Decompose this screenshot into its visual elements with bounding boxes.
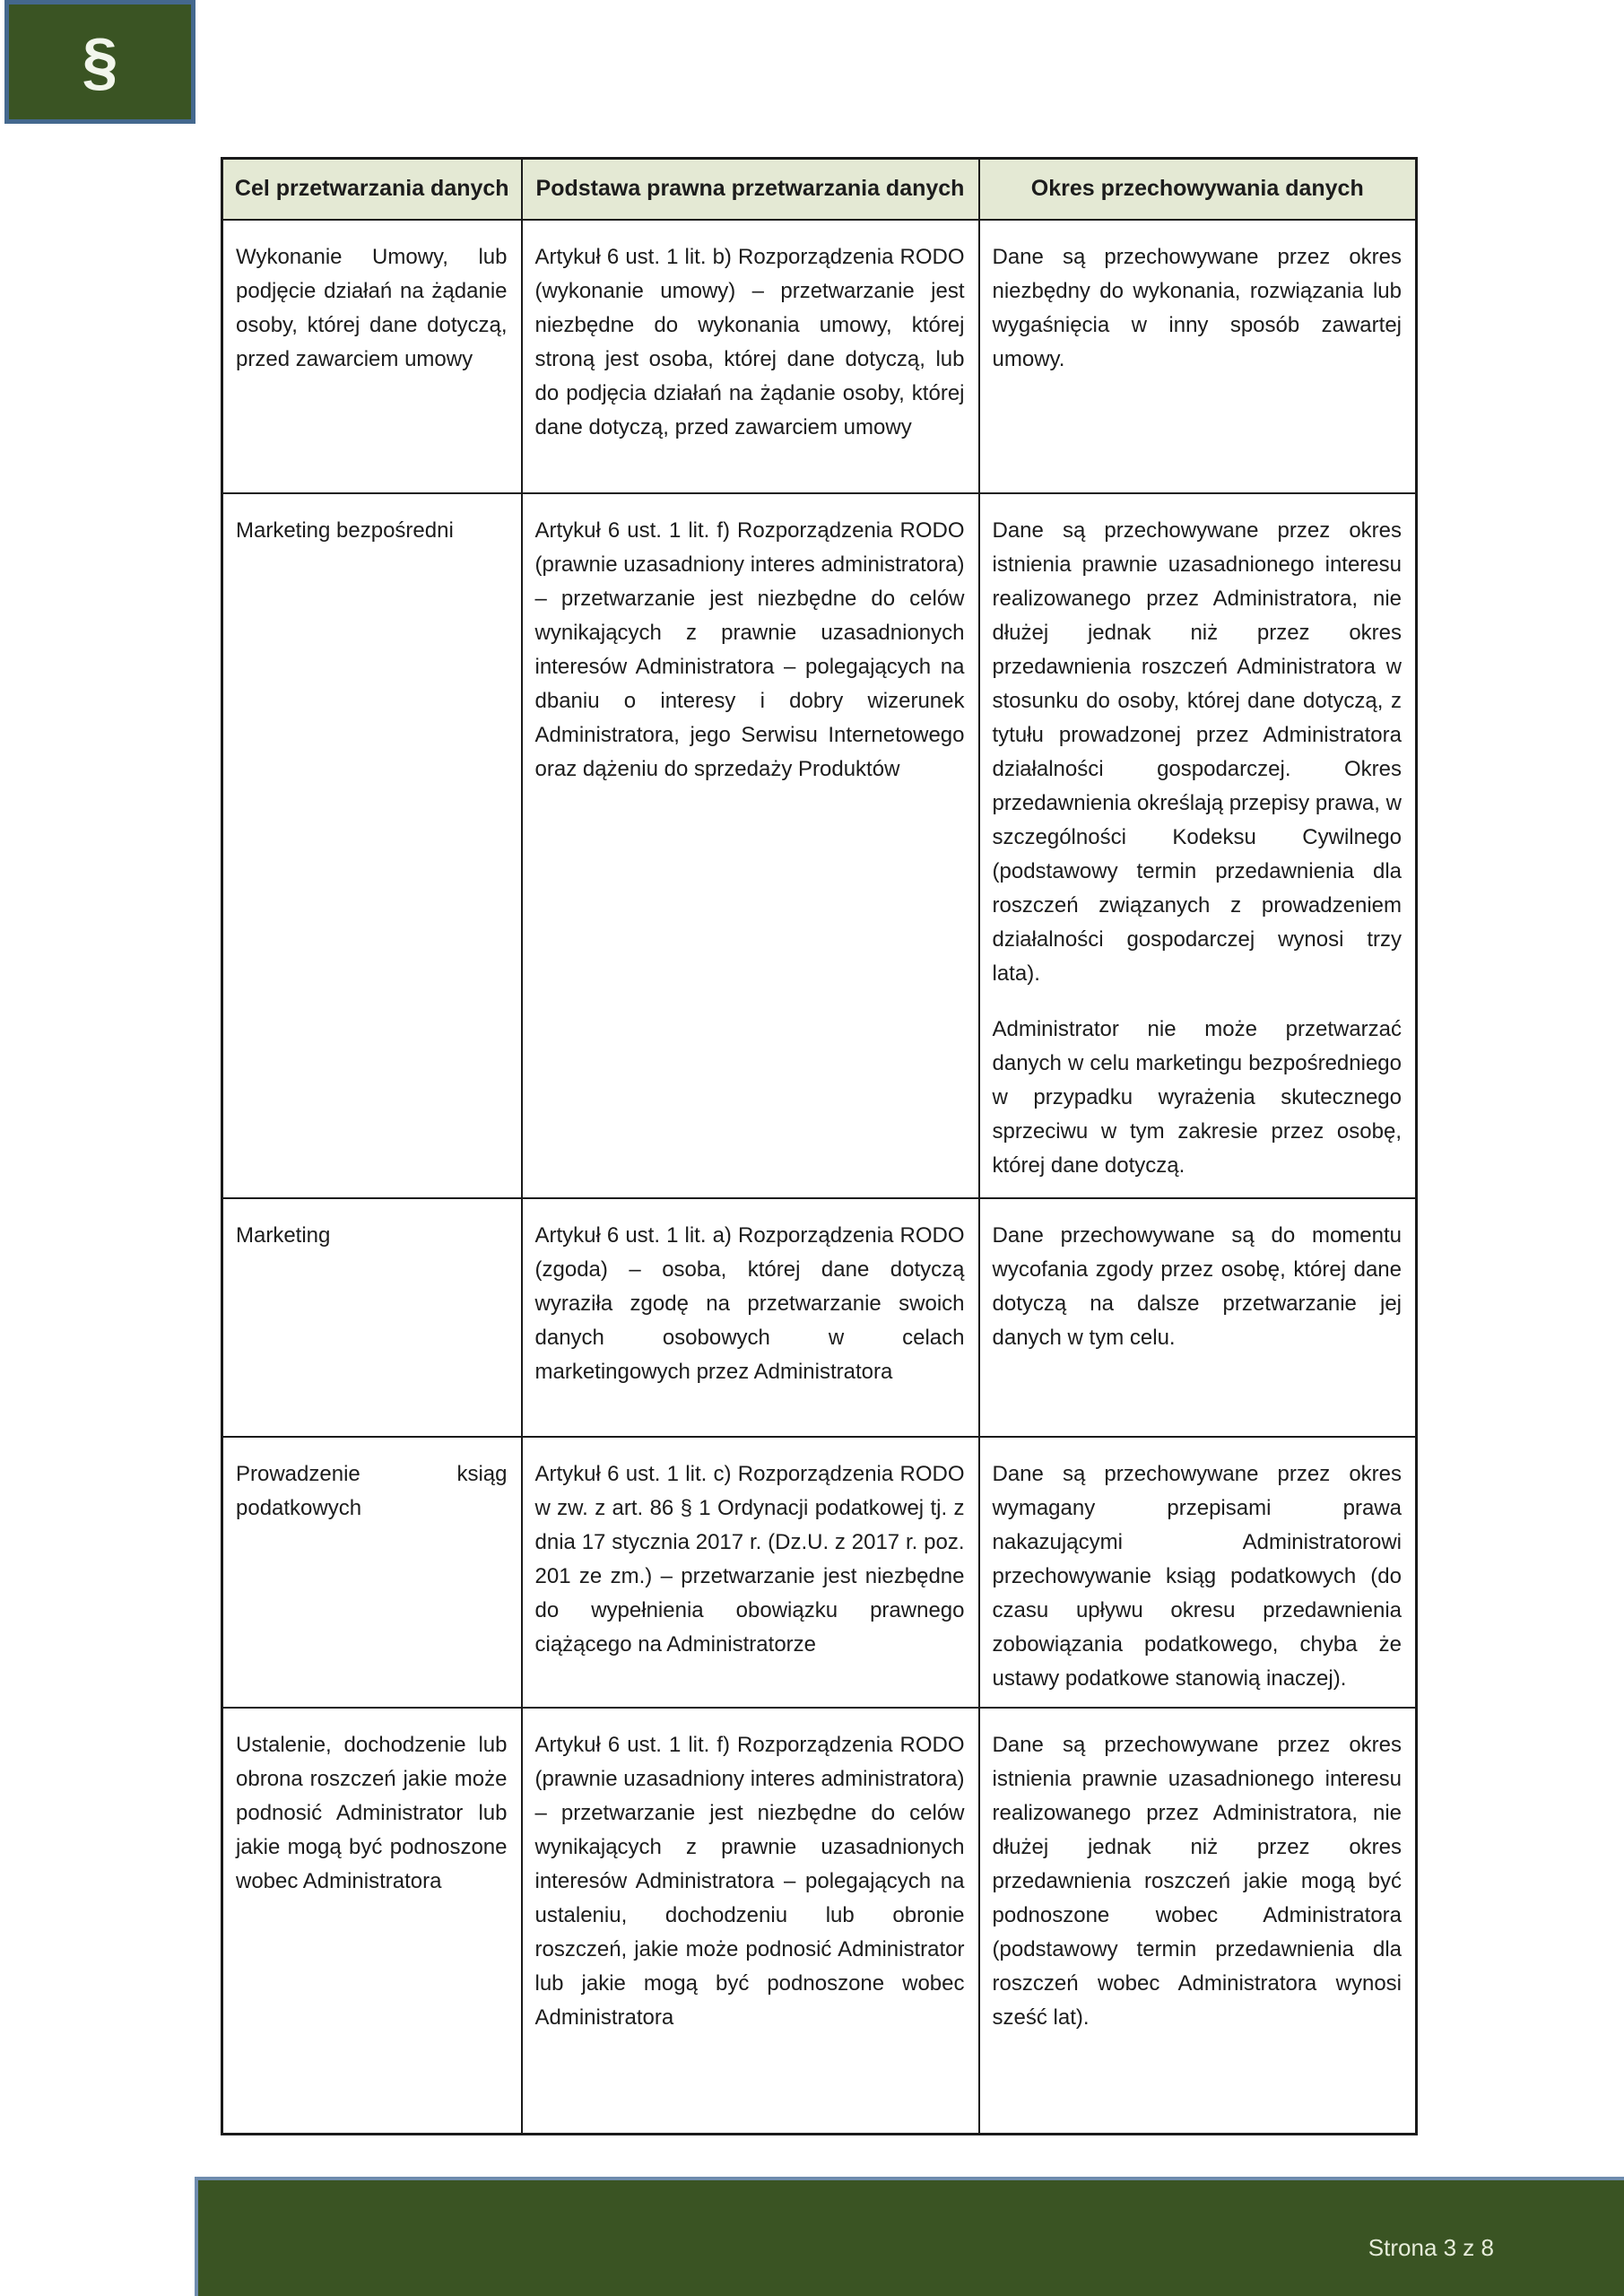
cell-text: Artykuł 6 ust. 1 lit. f) Rozporządzenia RODO (prawnie uzasadniony interes administratora) – przetwarzanie jest niezbędne do celów wynikających z prawnie uzasadnionych interesów Administratora – polegających na dbaniu o interesy i dobry wizerunek Administratora, jego Serwisu Internetowego oraz dążeniu do sprzedaży Produktów — [534, 517, 965, 781]
cell-text: Artykuł 6 ust. 1 lit. f) Rozporządzenia RODO (prawnie uzasadniony interes administratora) – przetwarzanie jest niezbędne do celów wynikających z prawnie uzasadnionych interesów Administratora – polegających na ustaleniu, dochodzeniu lub obronie roszczeń, jakie może podnosić Administrator lub jakie mogą być podnoszone wobec Administratora — [534, 1732, 965, 2030]
cell-purpose — [222, 493, 522, 1198]
cell-text: Marketing — [236, 1222, 331, 1248]
col-header-purpose: Cel przetwarzania danych — [222, 159, 522, 220]
table-row — [222, 1708, 1417, 2135]
cell-retention — [979, 1437, 1417, 1708]
cell-text: Dane przechowywane są do momentu wycofania zgody przez osobę, której dane dotyczą na dalsze przetwarzanie jej danych w tym celu. — [992, 1222, 1402, 1350]
cell-text: Prowadzenie ksiąg podatkowych — [236, 1461, 508, 1520]
cell-retention — [979, 1708, 1417, 2135]
table-header-row — [222, 159, 1417, 220]
cell-text: Artykuł 6 ust. 1 lit. c) Rozporządzenia RODO w zw. z art. 86 § 1 Ordynacji podatkowej tj. z dnia 17 stycznia 2017 r. (Dz.U. z 2017 r. poz. 201 ze zm.) – przetwarzanie jest niezbędne do wypełnienia obowiązku prawnego ciążącego na Administratorze — [534, 1461, 965, 1657]
cell-retention — [979, 220, 1417, 493]
cell-legal-basis — [522, 1198, 979, 1437]
col-header-legal-basis: Podstawa prawna przetwarzania danych — [522, 159, 979, 220]
cell-legal-basis — [522, 1708, 979, 2135]
table-row — [222, 220, 1417, 493]
cell-text: Administrator nie może przetwarzać danych w celu marketingu bezpośredniego w przypadku wyrażenia skutecznego sprzeciwu w tym zakresie przez osobę, której dane dotyczą. — [992, 1016, 1402, 1178]
cell-text: Dane są przechowywane przez okres istnienia prawnie uzasadnionego interesu realizowanego przez Administratora, nie dłużej jednak niż przez okres przedawnienia roszczeń Administratora w stosunku do osoby, której dane dotyczą, z tytułu prowadzonej przez Administratora działalności gospodarczej. Okres przedawnienia określają przepisy prawa, w szczególności Kodeksu Cywilnego (podstawowy termin przedawnienia dla roszczeń związanych z prowadzeniem działalności gospodarczej wynosi trzy lata). — [992, 517, 1402, 986]
cell-purpose — [222, 1437, 522, 1708]
cell-text: Ustalenie, dochodzenie lub obrona roszczeń jakie może podnosić Administrator lub jakie mogą być podnoszone wobec Administratora — [236, 1732, 508, 1893]
cell-legal-basis — [522, 493, 979, 1198]
cell-text: Marketing bezpośredni — [236, 517, 454, 543]
cell-purpose — [222, 1198, 522, 1437]
cell-purpose — [222, 220, 522, 493]
cell-legal-basis — [522, 220, 979, 493]
cell-retention — [979, 493, 1417, 1198]
paragraph-icon: § — [82, 26, 118, 98]
cell-text: Wykonanie Umowy, lub podjęcie działań na żądanie osoby, której dane dotyczą, przed zawarciem umowy — [236, 244, 508, 371]
cell-text: Dane są przechowywane przez okres niezbędny do wykonania, rozwiązania lub wygaśnięcia w inny sposób zawartej umowy. — [992, 244, 1402, 371]
page-number: Strona 3 z 8 — [1368, 2234, 1494, 2261]
table-row — [222, 493, 1417, 1198]
cell-text: Artykuł 6 ust. 1 lit. b) Rozporządzenia RODO (wykonanie umowy) – przetwarzanie jest niezbędne do wykonania umowy, której stroną jest osoba, której dane dotyczą, lub do podjęcia działań na żądanie osoby, której dane dotyczą, przed zawarciem umowy — [534, 244, 965, 439]
cell-text: Artykuł 6 ust. 1 lit. a) Rozporządzenia RODO (zgoda) – osoba, której dane dotyczą wyraziła zgodę na przetwarzanie swoich danych osobowych w celach marketingowych przez Administratora — [534, 1222, 965, 1384]
cell-retention — [979, 1198, 1417, 1437]
col-header-retention: Okres przechowywania danych — [979, 159, 1417, 220]
cell-legal-basis — [522, 1437, 979, 1708]
page-footer — [195, 2177, 1624, 2296]
data-processing-table — [221, 157, 1418, 2135]
cell-text: Dane są przechowywane przez okres wymagany przepisami prawa nakazującymi Administratorowi przechowywanie ksiąg podatkowych (do czasu upływu okresu przedawnienia zobowiązania podatkowego, chyba że ustawy podatkowe stanowią inaczej). — [992, 1461, 1402, 1691]
table-row — [222, 1437, 1417, 1708]
cell-purpose — [222, 1708, 522, 2135]
section-symbol-badge — [4, 0, 195, 124]
cell-text: Dane są przechowywane przez okres istnienia prawnie uzasadnionego interesu realizowanego przez Administratora, nie dłużej jednak niż przez okres przedawnienia roszczeń jakie mogą być podnoszone wobec Administratora (podstawowy termin przedawnienia dla roszczeń wobec Administratora wynosi sześć lat). — [992, 1732, 1402, 2030]
table-row — [222, 1198, 1417, 1437]
